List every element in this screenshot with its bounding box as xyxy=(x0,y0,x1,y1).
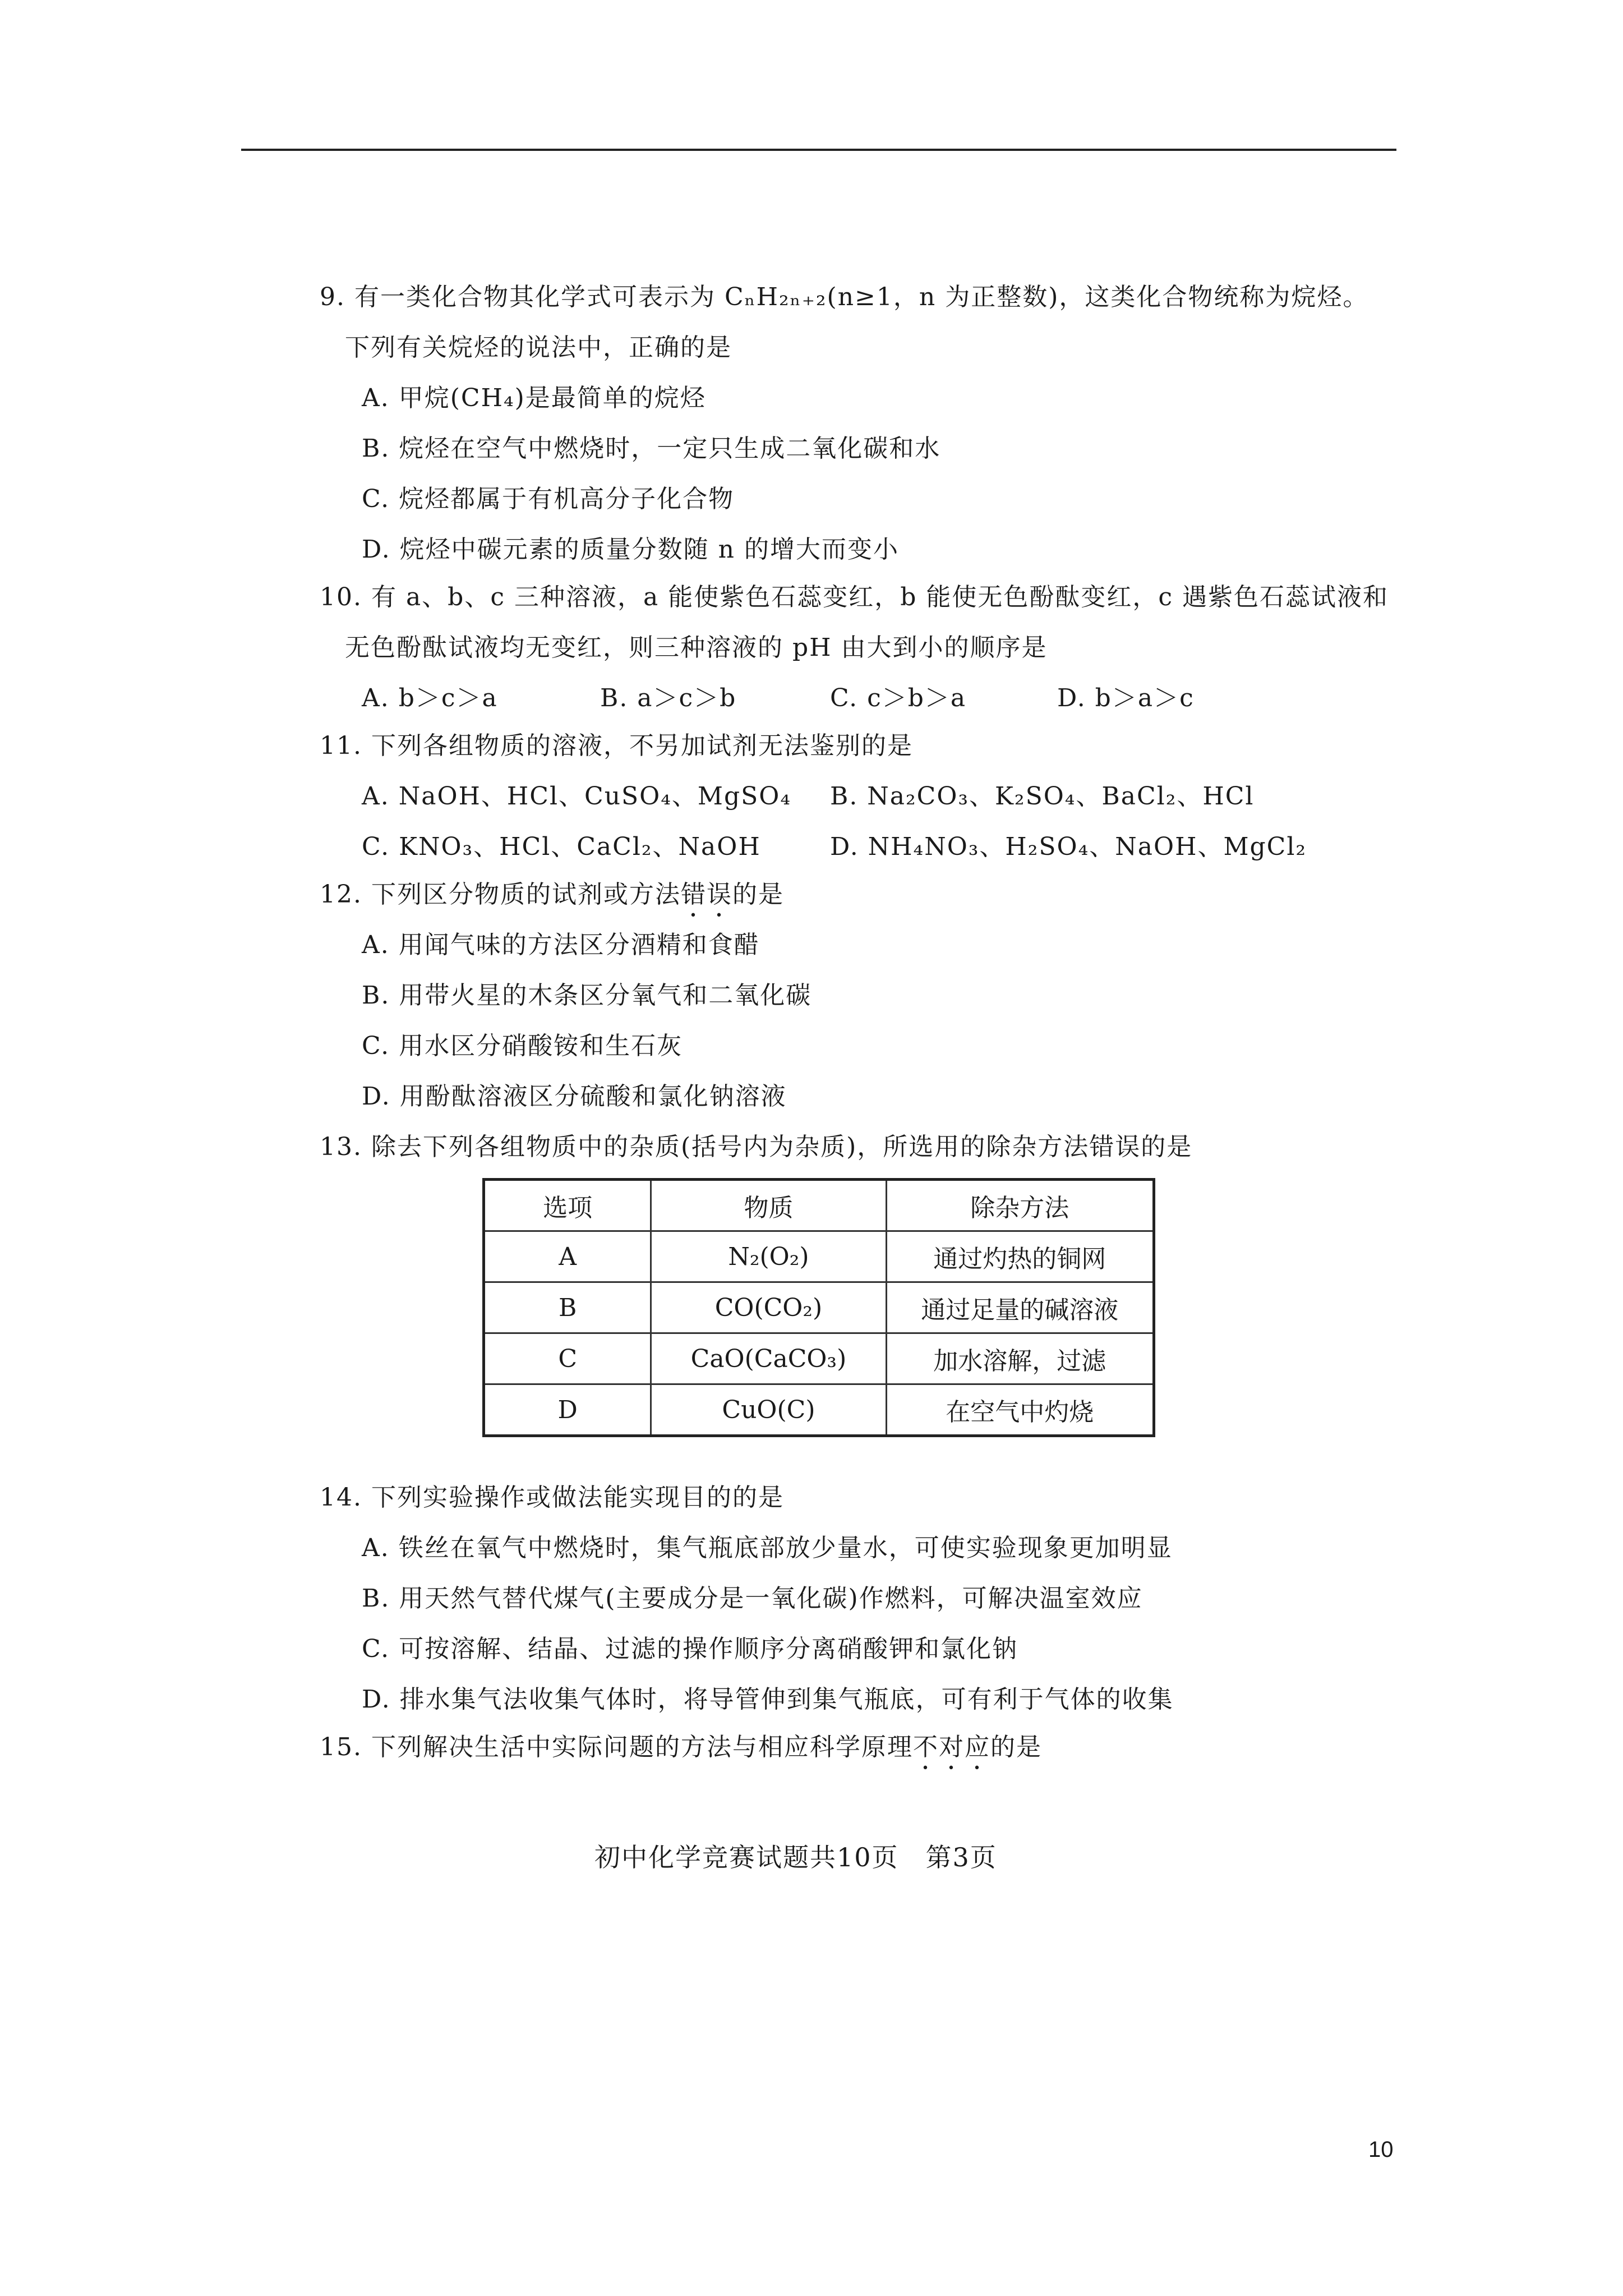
table-header-substance: 物质 xyxy=(651,1180,886,1231)
q12-option-d: D. 用酚酞溶液区分硫酸和氯化钠溶液 xyxy=(362,1082,787,1111)
table-cell-method: 在空气中灼烧 xyxy=(886,1384,1154,1436)
q12-stem-post: 的是 xyxy=(732,880,784,909)
q15-stem-pre: 15. 下列解决生活中实际问题的方法与相应科学原理 xyxy=(320,1733,913,1761)
q10-option-c: C. c＞b＞a xyxy=(830,684,967,712)
table-row xyxy=(484,1282,1154,1333)
q12-stem-emphasis: 错误 xyxy=(680,880,732,909)
q15-stem-emphasis: 不对应 xyxy=(912,1733,990,1761)
table-cell-method: 通过灼热的铜网 xyxy=(886,1231,1154,1282)
page-footer: 初中化学竞赛试题共10页 第3页 xyxy=(594,1842,997,1872)
table-cell-option: C xyxy=(484,1333,651,1384)
table-row xyxy=(484,1333,1154,1384)
q9-stem: 9. 有一类化合物其化学式可表示为 CₙH₂ₙ₊₂(n≥1，n 为正整数)，这类化合物统称为烷烃。 xyxy=(320,283,1369,311)
q12-stem xyxy=(320,878,784,923)
q14-stem: 14. 下列实验操作或做法能实现目的的是 xyxy=(320,1483,784,1512)
table-row xyxy=(484,1384,1154,1436)
q12-option-a: A. 用闻气味的方法区分酒精和食醋 xyxy=(362,931,760,959)
table-cell-option: D xyxy=(484,1384,651,1436)
header-rule xyxy=(241,149,1396,151)
q14-option-b: B. 用天然气替代煤气(主要成分是一氧化碳)作燃料，可解决温室效应 xyxy=(362,1584,1143,1613)
q13-stem: 13. 除去下列各组物质中的杂质(括号内为杂质)，所选用的除杂方法错误的是 xyxy=(320,1133,1193,1161)
page-number: 10 xyxy=(1368,2137,1394,2162)
q9-stem-cont: 下列有关烷烃的说法中，正确的是 xyxy=(345,333,732,362)
q14-option-c: C. 可按溶解、结晶、过滤的操作顺序分离硝酸钾和氯化钠 xyxy=(362,1635,1018,1663)
q12-stem-pre: 12. 下列区分物质的试剂或方法 xyxy=(320,880,681,909)
q10-stem: 10. 有 a、b、c 三种溶液，a 能使紫色石蕊变红，b 能使无色酚酞变红，c 遇紫色石蕊试液和 xyxy=(320,583,1389,611)
table-cell-substance: CaO(CaCO₃) xyxy=(651,1333,886,1384)
table-cell-substance: CO(CO₂) xyxy=(651,1282,886,1333)
q10-stem-cont: 无色酚酞试液均无变红，则三种溶液的 pH 由大到小的顺序是 xyxy=(345,633,1048,662)
q10-option-b: B. a＞c＞b xyxy=(600,684,737,712)
q10-option-d: D. b＞a＞c xyxy=(1057,684,1195,712)
q11-option-c: C. KNO₃、HCl、CaCl₂、NaOH xyxy=(362,832,761,861)
table-cell-option: A xyxy=(484,1231,651,1282)
q9-option-c: C. 烷烃都属于有机高分子化合物 xyxy=(362,485,735,513)
table-header-option: 选项 xyxy=(484,1180,651,1231)
table-header-method: 除杂方法 xyxy=(886,1180,1154,1231)
table-cell-substance: CuO(C) xyxy=(651,1384,886,1436)
q14-option-d: D. 排水集气法收集气体时，将导管伸到集气瓶底，可有利于气体的收集 xyxy=(362,1685,1174,1714)
table-header-row xyxy=(484,1180,1154,1231)
table-cell-method: 加水溶解，过滤 xyxy=(886,1333,1154,1384)
table-cell-substance: N₂(O₂) xyxy=(651,1231,886,1282)
q10-option-a: A. b＞c＞a xyxy=(362,684,498,712)
q11-option-d: D. NH₄NO₃、H₂SO₄、NaOH、MgCl₂ xyxy=(830,832,1307,861)
q12-option-b: B. 用带火星的木条区分氧气和二氧化碳 xyxy=(362,981,812,1010)
table-cell-method: 通过足量的碱溶液 xyxy=(886,1282,1154,1333)
q12-option-c: C. 用水区分硝酸铵和生石灰 xyxy=(362,1032,683,1060)
q11-option-a: A. NaOH、HCl、CuSO₄、MgSO₄ xyxy=(362,782,791,811)
table-row xyxy=(484,1231,1154,1282)
q13-table xyxy=(482,1178,1155,1437)
q9-option-a: A. 甲烷(CH₄)是最简单的烷烃 xyxy=(362,384,706,412)
q9-option-d: D. 烷烃中碳元素的质量分数随 n 的增大而变小 xyxy=(362,535,899,564)
q11-stem: 11. 下列各组物质的溶液，不另加试剂无法鉴别的是 xyxy=(320,731,913,760)
q9-option-b: B. 烷烃在空气中燃烧时，一定只生成二氧化碳和水 xyxy=(362,434,941,463)
table-cell-option: B xyxy=(484,1282,651,1333)
q11-option-b: B. Na₂CO₃、K₂SO₄、BaCl₂、HCl xyxy=(830,782,1255,811)
q14-option-a: A. 铁丝在氧气中燃烧时，集气瓶底部放少量水，可使实验现象更加明显 xyxy=(362,1534,1173,1562)
q15-stem-post: 的是 xyxy=(990,1733,1042,1761)
q15-stem xyxy=(320,1731,1042,1775)
